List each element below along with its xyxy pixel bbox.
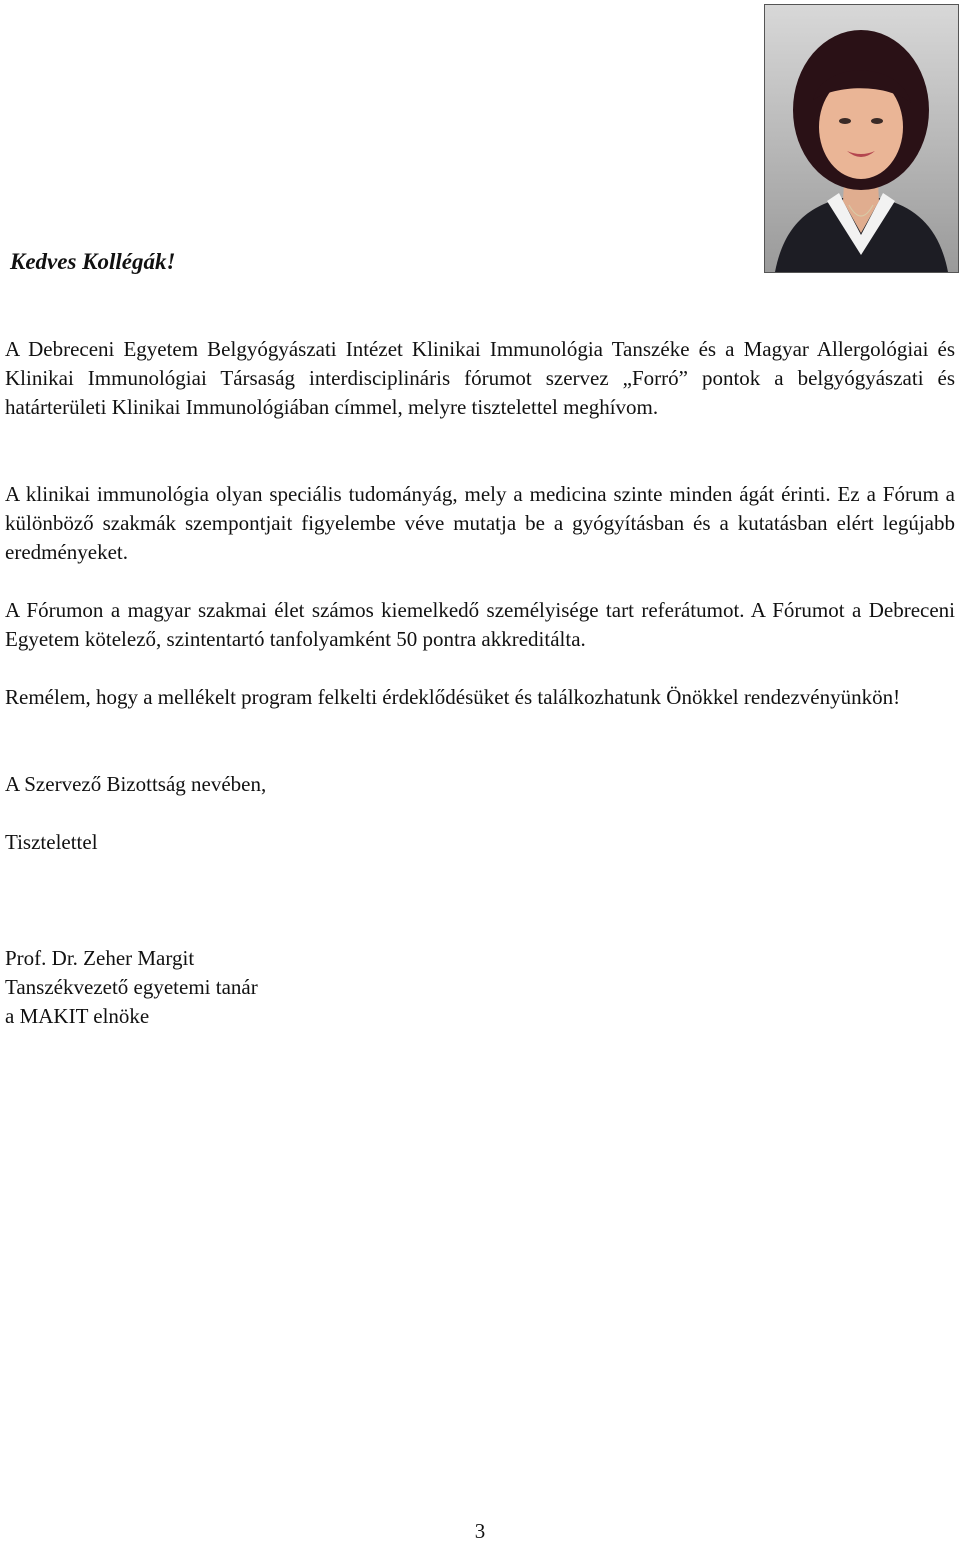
paragraph-forum: A Fórumon a magyar szakmai élet számos kiemelkedő személyisége tart referátumot. A Fórumot a Debreceni Egyetem kötelező, szintentartó tanfolyamként 50 pontra akkreditálta.	[5, 598, 955, 651]
signature-title: Tanszékvezető egyetemi tanár	[5, 975, 258, 999]
portrait-photo	[764, 4, 959, 273]
signature-role: a MAKIT elnöke	[5, 1004, 150, 1028]
paragraph-invitation: A Debreceni Egyetem Belgyógyászati Intézet Klinikai Immunológia Tanszéke és a Magyar Allergológiai és Klinikai Immunológiai Társaság interdisciplináris fórumot szervez „Forró” pontok a belgyógyászati és határterületi Klinikai Immunológiában címmel, melyre tisztelettel meghívom.	[5, 337, 955, 419]
greeting: Kedves Kollégák!	[10, 249, 176, 274]
paragraph-hope: Remélem, hogy a mellékelt program felkelti érdeklődésüket és találkozhatunk Önökkel rendezvényünkön!	[5, 685, 901, 709]
closing-committee: A Szervező Bizottság nevében,	[5, 772, 267, 796]
page-number: 3	[474, 1519, 486, 1543]
paragraph-immunology: A klinikai immunológia olyan speciális tudományág, mely a medicina szinte minden ágát érinti. Ez a Fórum a különböző szakmák szempontjait figyelembe véve mutatja be a gyógyításban és a kutatásban elért legújabb eredményeket.	[5, 482, 955, 564]
signature-name: Prof. Dr. Zeher Margit	[5, 946, 195, 970]
closing-regards: Tisztelettel	[5, 830, 98, 854]
